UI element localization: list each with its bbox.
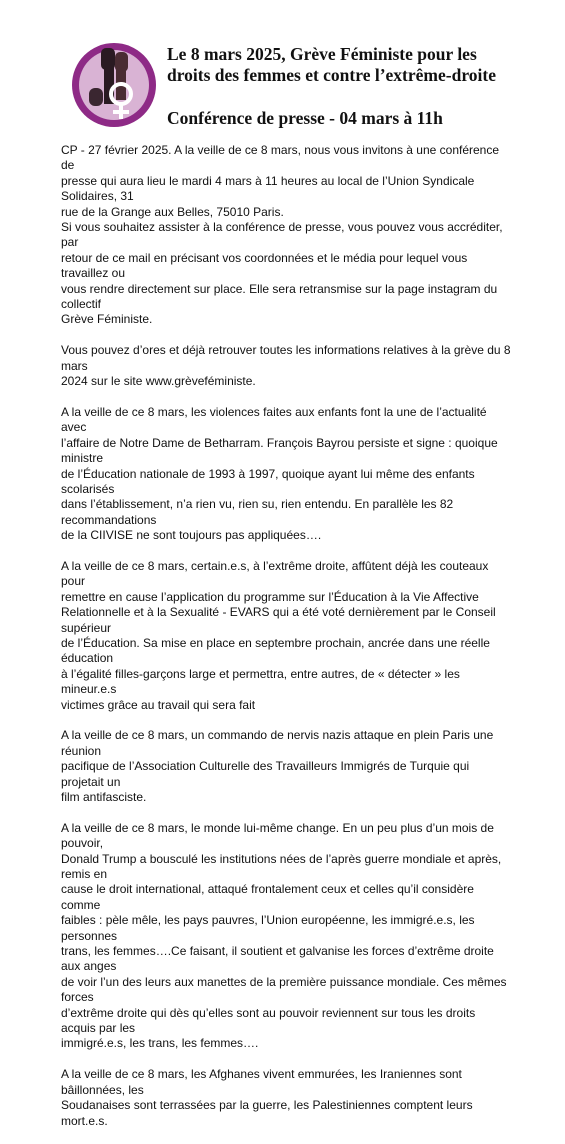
page-subtitle: Conférence de presse - 04 mars à 11h [167,108,443,128]
paragraph [61,343,513,389]
press-release-body [61,143,513,1144]
paragraph-line: pacifique de l’Association Culturelle des Travailleurs Immigrés de Turquie qui projetait un [61,759,470,789]
paragraph-line: Grève Féministe. [61,312,153,327]
paragraph [61,405,513,544]
paragraph-line: cause le droit international, attaqué frontalement ceux et celles qu’il considère comme [61,882,474,912]
paragraph-line: de l’Éducation. Sa mise en place en septembre prochain, ancrée dans une réelle éducation [61,635,490,666]
raised-fist-venus-logo [71,42,157,128]
paragraph-line: vous rendre directement sur place. Elle sera retransmise sur la page instagram du collectif [61,281,498,312]
paragraph-line: immigré.e.s, les trans, les femmes…. [61,1036,259,1051]
paragraph-line: Si vous souhaitez assister à la conférence de presse, vous pouvez vous accréditer, par [61,220,503,250]
paragraph-line: victimes grâce au travail qui sera fait [61,697,256,712]
paragraph-line: trans, les femmes….Ce faisant, il soutient et galvanise les forces d’extrême droite aux anges [61,944,494,974]
paragraph-line: A la veille de ce 8 mars, un commando de nervis nazis attaque en plein Paris une réunion [61,728,494,758]
paragraph-line: d’extrême droite qui dès qu’elles sont au pouvoir reviennent sur tous les droits acquis par les [61,1005,476,1036]
header [167,44,537,129]
paragraph-line: presse qui aura lieu le mardi 4 mars à 11 heures au local de l’Union Syndicale Solidaires, 31 [61,173,475,204]
paragraph-line: retour de ce mail en précisant vos coordonnées et le média pour lequel vous travaillez ou [61,250,468,281]
paragraph-line: 2024 sur le site www.grèveféministe. [61,374,256,389]
paragraph-line: remettre en cause l’application du programme sur l’Éducation à la Vie Affective [61,589,479,604]
title-line-1: Le 8 mars 2025, Grève Féministe pour les [167,44,477,64]
paragraph [61,728,513,805]
paragraph [61,1067,513,1129]
paragraph-line: Relationnelle et à la Sexualité - EVARS qui a été voté dernièrement par le Conseil supérieur [61,605,496,635]
paragraph-line: Soudanaises sont terrassées par la guerre, les Palestiniennes comptent leurs mort.e.s. [61,1098,473,1128]
paragraph-line: de l’Éducation nationale de 1993 à 1997, quoique ayant lui même des enfants scolarisés [61,466,475,496]
paragraph [61,559,513,713]
paragraph-line: de la CIIVISE ne sont toujours pas appliquées…. [61,528,322,543]
paragraph [61,143,513,328]
paragraph [61,821,513,1052]
paragraph-line: à l’égalité filles-garçons large et permettra, entre autres, de « détecter » les mineur.e.s [61,666,460,697]
paragraph-line: film antifasciste. [61,790,147,804]
paragraph-line: Vous pouvez d’ores et déjà retrouver toutes les informations relatives à la grève du 8 mars [61,343,511,373]
paragraph-line: faibles : pèle mêle, les pays pauvres, l’Union européenne, les immigré.e.s, les personnes [61,913,475,943]
paragraph-line: l’affaire de Notre Dame de Betharram. François Bayrou persiste et signe : quoique ministre [61,435,498,466]
paragraph-line: dans l’établissement, n’a rien vu, rien su, rien entendu. En parallèle les 82 recommandations [61,497,454,527]
paragraph-line: CP - 27 février 2025. A la veille de ce 8 mars, nous vous invitons à une conférence de [61,143,500,173]
page-title [167,44,537,86]
paragraph-line: A la veille de ce 8 mars, certain.e.s, à l’extrême droite, affûtent déjà les couteaux pour [61,558,489,589]
paragraph-line: de voir l’un des leurs aux manettes de la première puissance mondiale. Ces mêmes forces [61,974,507,1005]
title-line-2: droits des femmes et contre l’extrême-droite [167,65,496,85]
paragraph-line: A la veille de ce 8 mars, le monde lui-même change. En un peu plus d’un mois de pouvoir, [61,820,494,851]
paragraph-line: rue de la Grange aux Belles, 75010 Paris. [61,204,284,219]
paragraph-line: Donald Trump a bousculé les institutions nées de l’après guerre mondiale et après, remis en [61,851,502,882]
paragraph-line: A la veille de ce 8 mars, les Afghanes vivent emmurées, les Iraniennes sont bâillonnées, les [61,1067,462,1097]
paragraph-line: A la veille de ce 8 mars, les violences faites aux enfants font la une de l’actualité avec [61,404,487,435]
